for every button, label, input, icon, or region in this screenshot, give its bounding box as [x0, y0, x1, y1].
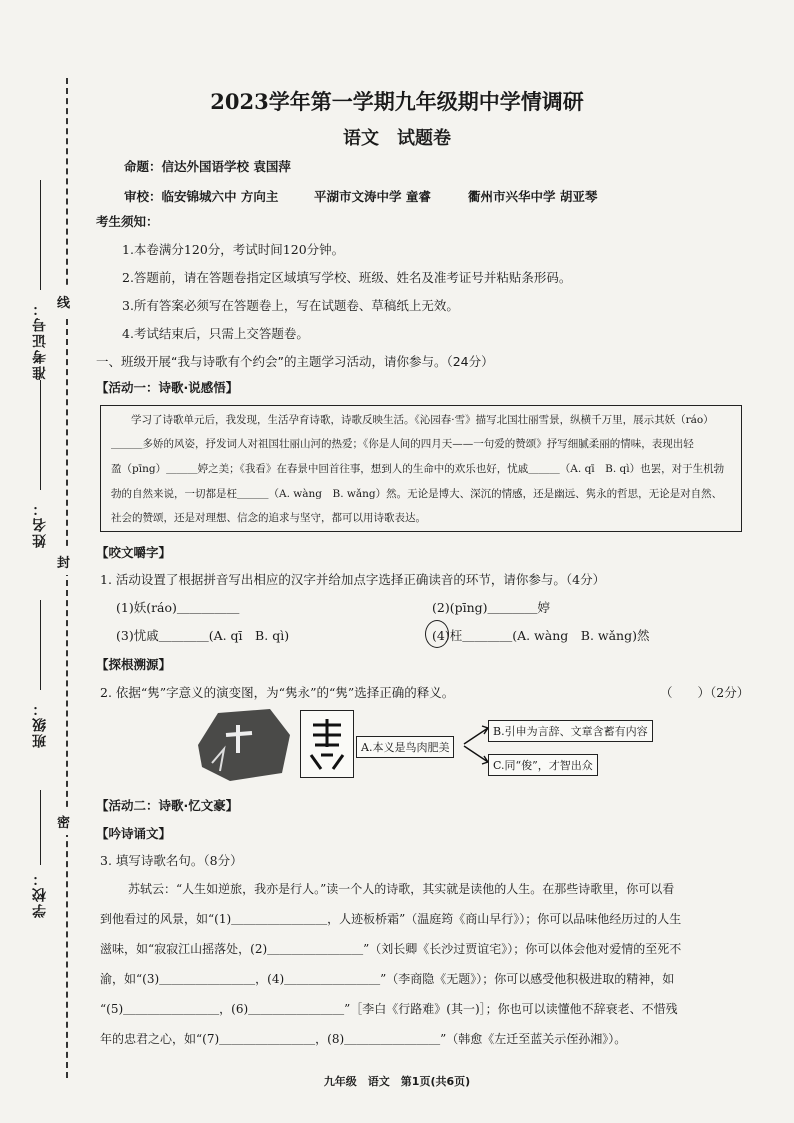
- q1-item-3[interactable]: (3)忧戚＿＿＿＿(A. qī B. qì): [116, 628, 290, 643]
- q1-item-2[interactable]: (2)(pīng)＿＿＿＿婷: [432, 600, 551, 615]
- passage-box: [100, 405, 742, 532]
- passage-line: 社会的赞颂，还是对理想、信念的追求与坚守，都可以用诗歌表达。: [111, 512, 426, 524]
- q3-text: 3. 填写诗歌名句。（8分）: [100, 853, 243, 868]
- binding-mark-line: 线: [57, 288, 70, 315]
- q2-text: 2. 依据“隽”字意义的演变图，为“隽永”的“隽”选择正确的释义。: [100, 685, 455, 700]
- diagram-box-c: C.同“俊”，才智出众: [488, 754, 598, 776]
- class-blank[interactable]: [40, 600, 41, 690]
- binding-mark-seal: 封: [57, 548, 70, 575]
- notice-heading: 考生须知：: [96, 214, 159, 229]
- seal-script-box: [300, 710, 354, 778]
- name-label: 姓名：: [32, 500, 48, 548]
- binding-dashed-line: [66, 78, 68, 1078]
- exam-number-label: 准考证号：: [32, 300, 48, 380]
- activity2-heading: 【活动二：诗歌·忆文豪】: [96, 798, 239, 813]
- page-title: 2023学年第一学期九年级期中学情调研: [210, 89, 584, 114]
- q3-paragraph-line[interactable]: 渝，如“(3)＿＿＿＿＿＿＿＿，(4)＿＿＿＿＿＿＿＿”（李商隐《无题》）；你可以感受他积极进取的精神，如: [100, 972, 675, 986]
- passage-line: ＿＿＿多娇的风姿，抒发词人对祖国壮丽山河的热爱；《你是人间的四月天——一句爱的赞颂》抒写细腻柔丽的情味，表现出轻: [111, 438, 694, 450]
- exam-number-blank[interactable]: [40, 180, 41, 290]
- circle-mark: [425, 620, 449, 648]
- oracle-bone-image: [190, 705, 300, 785]
- passage-line: 学习了诗歌单元后，我发现，生活孕育诗歌，诗歌反映生活。《沁园春·雪》描写北国壮丽雪景，纵横千万里，展示其妖（ráo）: [131, 414, 714, 426]
- passage-line: 盈（pīng）＿＿＿婷之美；《我看》在春景中回首往事，想到人的生命中的欢乐也好，忧戚＿＿＿（A. qī B. qì）也罢，对于生机勃: [111, 463, 725, 475]
- passage-line: 勃的自然来说，一切都是枉＿＿＿（A. wàng B. wǎng）然。无论是博大、深沉的情感，还是幽远、隽永的哲思，无论是对自然、: [111, 488, 723, 500]
- page-footer: 九年级 语文 第1页(共6页): [323, 1075, 471, 1088]
- q1-text: 1. 活动设置了根据拼音写出相应的汉字并给加点字选择正确读音的环节，请你参与。（4分）: [100, 572, 606, 587]
- diagram-box-a: A.本义是鸟肉肥美: [356, 736, 454, 758]
- q2-score[interactable]: （ ）（2分）: [660, 685, 750, 700]
- q3-paragraph-line[interactable]: 滋味，如“寂寂江山摇落处，(2)＿＿＿＿＿＿＿＿”（刘长卿《长沙过贾谊宅》）；你可以体会他对爱情的至死不: [100, 942, 682, 956]
- q3-paragraph-line[interactable]: 年的忠君之心，如“(7)＿＿＿＿＿＿＿＿，(8)＿＿＿＿＿＿＿＿”（韩愈《左迁至蓝关示侄孙湘》）。: [100, 1032, 627, 1046]
- q3-paragraph-line[interactable]: 到他看过的风景，如“(1)＿＿＿＿＿＿＿＿，人迹板桥霜”（温庭筠《商山早行》）；你可以品味他经历过的人生: [100, 912, 682, 926]
- name-blank[interactable]: [40, 380, 41, 490]
- binding-mark-secret: 密: [57, 808, 70, 835]
- q3-paragraph-line[interactable]: “(5)＿＿＿＿＿＿＿＿，(6)＿＿＿＿＿＿＿＿”［李白《行路难》(其一)］；你也可以读懂他不辞衰老、不惜残: [100, 1002, 678, 1016]
- page-subtitle: 语文 试题卷: [343, 128, 451, 149]
- notice-item: 3.所有答案必须写在答题卷上，写在试题卷、草稿纸上无效。: [122, 298, 459, 313]
- school-blank[interactable]: [40, 790, 41, 865]
- reviewer-1: 审校：临安锦城六中 方向主: [124, 189, 279, 204]
- notice-item: 1.本卷满分120分，考试时间120分钟。: [122, 242, 345, 257]
- reviewer-3: 衢州市兴华中学 胡亚琴: [468, 189, 598, 204]
- q1-item-1[interactable]: (1)妖(ráo)＿＿＿＿＿: [116, 600, 240, 615]
- author-line: 命题：信达外国语学校 袁国萍: [124, 159, 291, 174]
- school-label: 学校：: [32, 870, 48, 918]
- reviewer-2: 平湖市文涛中学 童睿: [314, 189, 431, 204]
- class-label: 班级：: [32, 700, 48, 748]
- notice-item: 4.考试结束后，只需上交答题卷。: [122, 326, 309, 341]
- activity1-heading: 【活动一：诗歌·说感悟】: [96, 380, 239, 395]
- q3-paragraph-line: 苏轼云：“人生如逆旅，我亦是行人。”读一个人的诗歌，其实就是读他的人生。在那些诗歌里，你可以看: [128, 882, 675, 896]
- q3-section-heading: 【吟诗诵文】: [96, 826, 172, 841]
- q2-section-heading: 【探根溯源】: [96, 657, 172, 672]
- diagram-box-b: B.引申为言辞、文章含蓄有内容: [488, 720, 653, 742]
- part1-heading: 一、班级开展“我与诗歌有个约会”的主题学习活动，请你参与。（24分）: [96, 354, 494, 369]
- q1-section-heading: 【咬文嚼字】: [96, 545, 172, 560]
- notice-item: 2.答题前，请在答题卷指定区域填写学校、班级、姓名及准考证号并粘贴条形码。: [122, 270, 572, 285]
- q1-item-4[interactable]: (4)枉＿＿＿＿(A. wàng B. wǎng)然: [432, 628, 650, 643]
